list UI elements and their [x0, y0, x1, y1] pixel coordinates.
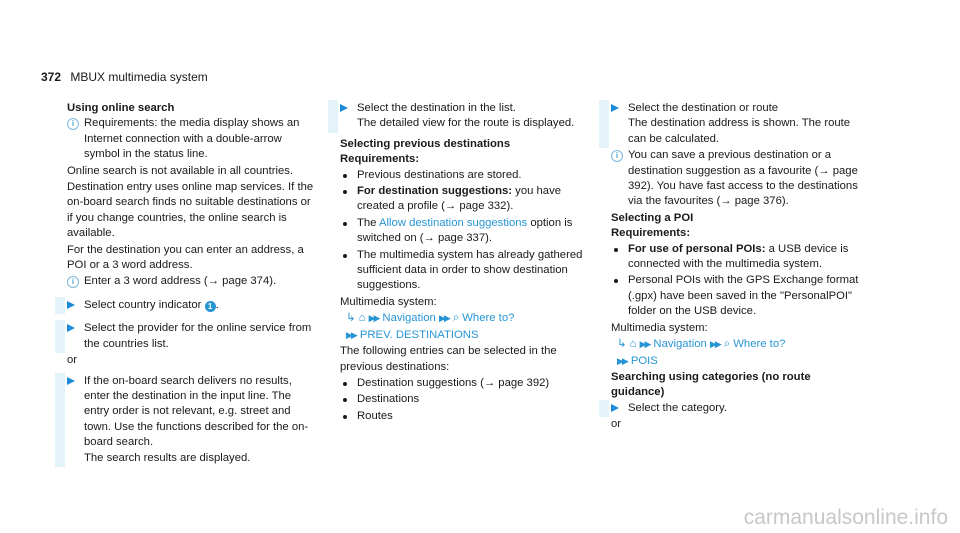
- requirements-label: Requirements:: [611, 227, 691, 240]
- menu-path-label: Multimedia system:: [340, 295, 437, 308]
- list-item: Destinations: [340, 392, 590, 407]
- section-heading: Using online search: [67, 102, 175, 114]
- page-number: 372: [41, 70, 62, 84]
- info-note: i Enter a 3 word address (→ page 374).: [67, 274, 317, 289]
- column-2: [340, 101, 590, 425]
- arrow-icon: [340, 104, 348, 112]
- list-item: Destination suggestions (→ page 392): [340, 376, 590, 391]
- search-icon: ⌕: [723, 338, 731, 351]
- list-item: For use of personal POIs: a USB device is connected with the multimedia system.: [611, 242, 861, 273]
- home-icon: ⌂: [358, 312, 366, 325]
- menu-path-label: Multimedia system:: [611, 321, 708, 334]
- return-arrow-icon: ↳: [346, 312, 356, 325]
- paragraph: Destination entry uses online map services. If the on-board search finds no suitable destinations or if you change countries, the online search is available.: [67, 181, 314, 240]
- menu-path: ▶▶ POIS: [617, 354, 658, 367]
- requirements-label: Requirements:: [340, 153, 420, 166]
- section-heading: Searching using categories (no route guidance): [611, 370, 811, 399]
- step: Select the provider for the online service from the countries list.: [67, 321, 317, 352]
- list-item: Previous destinations are stored.: [340, 168, 590, 183]
- step: Select the destination or route The destination address is shown. The route can be calculated.: [611, 101, 861, 147]
- arrow-icon: [611, 404, 619, 412]
- arrow-icon: [67, 377, 75, 385]
- menu-path: ▶▶ PREV. DESTINATIONS: [346, 328, 479, 341]
- forward-icon: ▶▶: [709, 339, 720, 350]
- arrow-icon: [67, 301, 75, 309]
- menu-path: ↳ ⌂ ▶▶ Navigation ▶▶ ⌕ Where to?: [617, 338, 786, 351]
- list-item: Personal POIs with the GPS Exchange format (.gpx) have been saved in the "PersonalPOI" folder on the USB device.: [611, 273, 861, 319]
- callout-badge: 1: [205, 301, 216, 312]
- step: Select country indicator 1 .: [67, 298, 317, 313]
- list-item: The multimedia system has already gathered sufficient data in order to show destination suggestions.: [340, 248, 590, 294]
- info-icon: i: [611, 150, 623, 162]
- paragraph: The following entries can be selected in the previous destinations:: [340, 345, 557, 373]
- watermark: carmanualsonline.info: [743, 505, 948, 529]
- info-note: i Requirements: the media display shows an Internet connection with a double-arrow symbol in the status line.: [67, 116, 317, 162]
- arrow-icon: [611, 104, 619, 112]
- list-item: The Allow destination suggestions option is switched on (→ page 337).: [340, 216, 590, 247]
- forward-icon: ▶▶: [617, 355, 627, 366]
- forward-icon: ▶▶: [368, 313, 379, 324]
- page-header: [41, 70, 208, 85]
- forward-icon: ▶▶: [639, 339, 650, 350]
- step: Select the destination in the list. The detailed view for the route is displayed.: [340, 101, 590, 132]
- forward-icon: ▶▶: [438, 313, 449, 324]
- list-item: Routes: [340, 409, 590, 424]
- section-heading: Selecting a POI: [611, 211, 694, 224]
- arrow-icon: [67, 324, 75, 332]
- info-note: i You can save a previous destination or a destination suggestion as a favourite (→ page 392). You have fast access to the destinations via the favourites (→ page 376).: [611, 148, 861, 210]
- paragraph: For the destination you can enter an address, a POI or a 3 word address.: [67, 243, 304, 272]
- info-icon: i: [67, 276, 79, 288]
- paragraph: Online search is not available in all countries.: [67, 164, 294, 177]
- or-label: or: [67, 354, 78, 367]
- menu-path: ↳ ⌂ ▶▶ Navigation ▶▶ ⌕ Where to?: [346, 312, 515, 325]
- section-heading: Selecting previous destinations: [340, 137, 511, 150]
- home-icon: ⌂: [629, 338, 637, 351]
- column-1: [67, 101, 317, 467]
- forward-icon: ▶▶: [346, 329, 356, 340]
- option-name: Allow destination suggestions: [378, 216, 528, 229]
- page-title: MBUX multimedia system: [70, 70, 208, 84]
- info-icon: i: [67, 118, 79, 130]
- search-icon: ⌕: [452, 312, 460, 325]
- list-item: For destination suggestions: you have created a profile (→ page 332).: [340, 184, 590, 215]
- return-arrow-icon: ↳: [617, 338, 627, 351]
- column-3: [611, 101, 861, 434]
- step: If the on-board search delivers no results, enter the destination in the input line. The entry order is not relevant, e.g. street and town. Use the functions described for the on-board search. The search results are displayed.: [67, 374, 317, 466]
- or-label: or: [611, 418, 622, 431]
- step: Select the category.: [611, 401, 861, 416]
